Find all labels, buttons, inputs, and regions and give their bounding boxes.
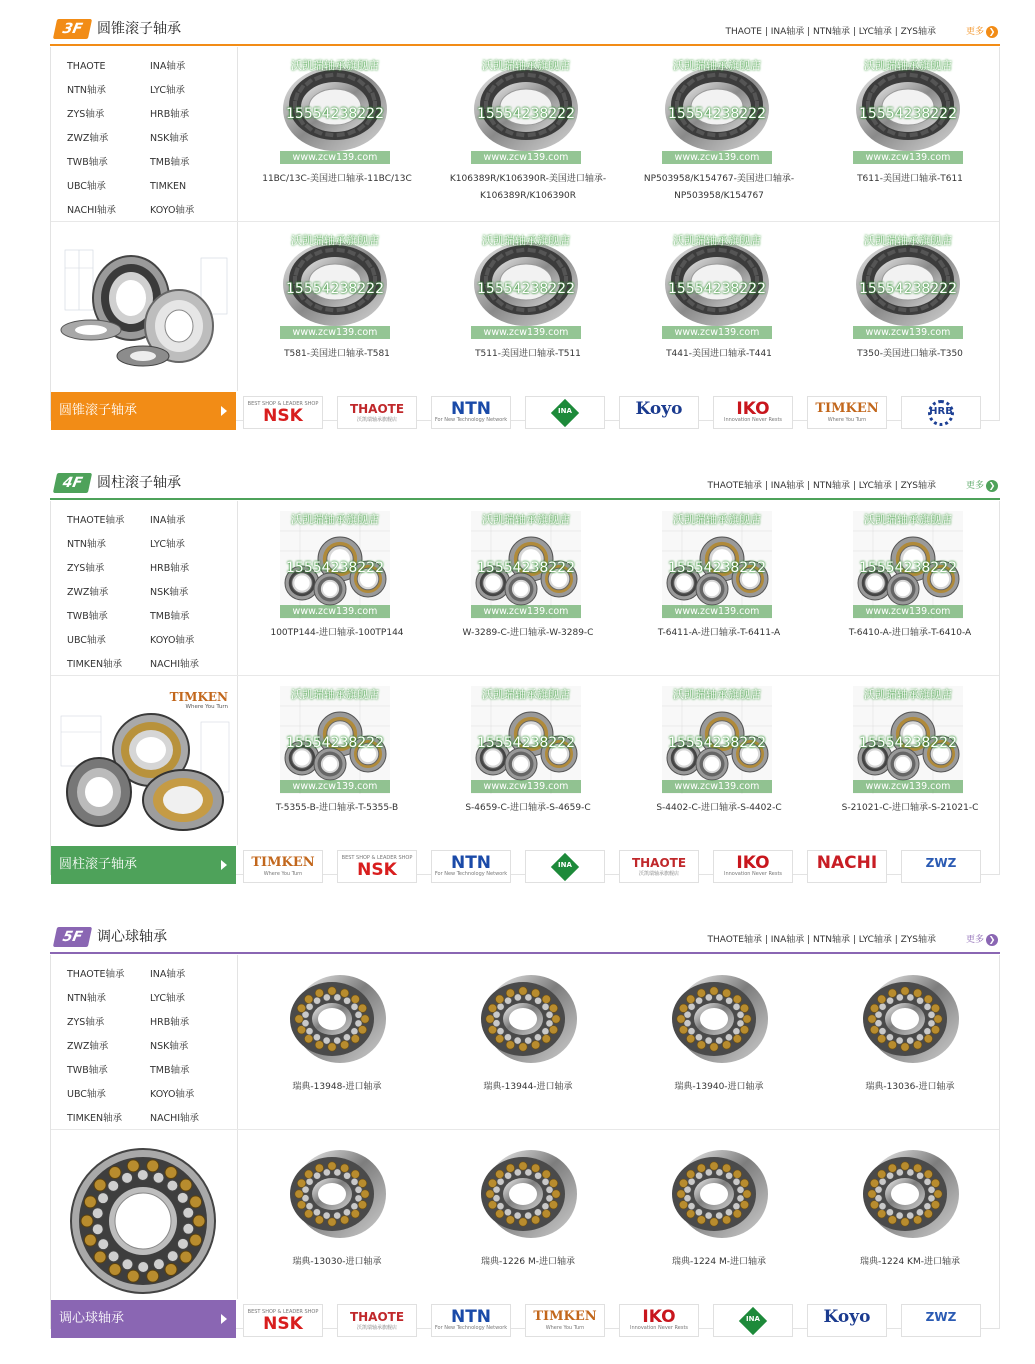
category-list: [51, 955, 236, 1129]
product-card[interactable]: [433, 47, 623, 217]
brand-logo-text: IKO: [642, 1307, 676, 1327]
category-link[interactable]: HRB轴承: [150, 1017, 190, 1028]
brand-logo-subtitle: For New Technology Network: [434, 871, 508, 877]
watermark-phone: 15554238222: [668, 735, 766, 751]
watermark-site: www.zcw139.com: [853, 605, 963, 618]
product-card[interactable]: [624, 47, 814, 217]
product-card[interactable]: [624, 501, 814, 671]
product-card[interactable]: [624, 955, 814, 1125]
product-card[interactable]: [815, 676, 1005, 846]
brand-logo-link[interactable]: [901, 850, 981, 883]
product-image[interactable]: [662, 511, 772, 619]
watermark-site: www.zcw139.com: [662, 326, 772, 339]
product-name-link[interactable]: T581-美国进口轴承-T581: [284, 349, 390, 359]
category-link[interactable]: NACHI轴承: [150, 659, 200, 670]
category-link[interactable]: TWB轴承: [67, 157, 108, 168]
product-card[interactable]: [242, 676, 432, 846]
brand-logo-text: TIMKEN: [251, 855, 315, 870]
product-name-link[interactable]: S-4659-C-进口轴承-S-4659-C: [465, 803, 591, 813]
watermark-phone: 15554238222: [668, 106, 766, 122]
product-card[interactable]: [815, 501, 1005, 671]
category-link[interactable]: ZYS轴承: [67, 1017, 105, 1028]
product-image[interactable]: [853, 232, 963, 340]
watermark-site: www.zcw139.com: [280, 780, 390, 793]
watermark-shop: 沃凯瑞轴承旗舰店: [482, 59, 570, 72]
watermark-phone: 15554238222: [477, 106, 575, 122]
category-list: [51, 47, 236, 221]
floor-divider: [50, 952, 1000, 954]
floor-section: [50, 470, 1000, 878]
brand-logo-link[interactable]: [901, 396, 981, 429]
category-link[interactable]: NSK轴承: [150, 1041, 189, 1052]
product-card[interactable]: [815, 222, 1005, 392]
floor-header: [50, 16, 1000, 46]
product-name-link[interactable]: 瑞典-13944-进口轴承: [483, 1082, 573, 1092]
floor-body: [50, 501, 1000, 880]
brand-logo-subtitle: For New Technology Network: [434, 417, 508, 423]
watermark-phone: 15554238222: [286, 106, 384, 122]
brand-logo-link[interactable]: [713, 396, 793, 429]
product-name-link[interactable]: W-3289-C-进口轴承-W-3289-C: [462, 628, 594, 638]
product-image[interactable]: [471, 511, 581, 619]
product-grid: [237, 501, 1000, 845]
watermark-site: www.zcw139.com: [280, 605, 390, 618]
brand-logo-text: ZWZ: [925, 1310, 957, 1324]
brand-logo-text: THAOTE: [631, 856, 687, 870]
category-link[interactable]: LYC轴承: [150, 85, 185, 96]
product-image[interactable]: [280, 511, 390, 619]
product-name-link[interactable]: T441-美国进口轴承-T441: [666, 349, 772, 359]
watermark-shop: 沃凯瑞轴承旗舰店: [864, 688, 952, 701]
category-link[interactable]: THAOTE轴承: [67, 515, 125, 526]
watermark-shop: 沃凯瑞轴承旗舰店: [291, 513, 379, 526]
brand-logo-subtitle: 沃凯瑞轴承旗舰店: [638, 871, 679, 877]
category-link[interactable]: TMB轴承: [150, 157, 190, 168]
product-image[interactable]: [280, 1140, 390, 1248]
brand-logo-link[interactable]: [525, 1304, 605, 1337]
product-image[interactable]: [662, 232, 772, 340]
floor-brand-links[interactable]: THAOTE轴承 | INA轴承 | NTN轴承 | LYC轴承 | ZYS轴承: [707, 481, 936, 491]
category-link[interactable]: ZYS轴承: [67, 563, 105, 574]
product-name-link[interactable]: T350-美国进口轴承-T350: [857, 349, 963, 359]
category-link[interactable]: UBC轴承: [67, 1089, 106, 1100]
watermark-site: www.zcw139.com: [471, 151, 581, 164]
promo-banner-image[interactable]: [51, 692, 236, 842]
more-link[interactable]: 更多: [965, 27, 984, 37]
category-link[interactable]: TMB轴承: [150, 1065, 190, 1076]
watermark-phone: 15554238222: [286, 735, 384, 751]
floor-badge: 3F: [53, 19, 92, 39]
brand-logo-text: INA: [746, 1315, 760, 1323]
promo-category-button[interactable]: 圆锥滚子轴承: [51, 392, 236, 430]
brand-logo-link[interactable]: [807, 396, 887, 429]
brand-logo-text: IKO: [736, 853, 770, 873]
brand-logo-link[interactable]: [243, 850, 323, 883]
product-name-link[interactable]: 瑞典-1226 M-进口轴承: [480, 1257, 576, 1267]
arrow-right-icon[interactable]: ❯: [986, 934, 998, 946]
product-card[interactable]: [433, 501, 623, 671]
row-divider: [51, 675, 999, 676]
brand-logo-subtitle: Where You Turn: [263, 871, 303, 877]
product-name-link[interactable]: T511-美国进口轴承-T511: [475, 349, 581, 359]
brand-logo-link[interactable]: [713, 850, 793, 883]
category-link[interactable]: NTN轴承: [67, 993, 107, 1004]
brand-logo-subtitle: Innovation Never Rests: [723, 871, 783, 877]
category-link[interactable]: ZWZ轴承: [67, 1041, 109, 1052]
category-link[interactable]: THAOTE: [67, 61, 106, 72]
product-image[interactable]: [471, 57, 581, 165]
brand-logo-link[interactable]: [525, 850, 605, 883]
product-name-link[interactable]: K106389R/K106390R-美国进口轴承-K106389R/K106390R: [449, 174, 607, 201]
floor-header: [50, 924, 1000, 954]
floor-body: [50, 955, 1000, 1334]
category-link[interactable]: HRB轴承: [150, 563, 190, 574]
brand-logo-link[interactable]: [337, 1304, 417, 1337]
watermark-shop: 沃凯瑞轴承旗舰店: [673, 59, 761, 72]
brand-logo-link[interactable]: [807, 1304, 887, 1337]
arrow-right-icon[interactable]: ❯: [986, 26, 998, 38]
promo-category-button[interactable]: 调心球轴承: [51, 1300, 236, 1338]
floor-section: [50, 16, 1000, 424]
watermark-site: www.zcw139.com: [471, 326, 581, 339]
floor-divider: [50, 498, 1000, 500]
product-image[interactable]: [280, 232, 390, 340]
brand-logo-link[interactable]: [713, 1304, 793, 1337]
product-image[interactable]: [853, 1140, 963, 1248]
category-link[interactable]: TWB轴承: [67, 1065, 108, 1076]
category-link[interactable]: ZWZ轴承: [67, 587, 109, 598]
watermark-shop: 沃凯瑞轴承旗舰店: [482, 234, 570, 247]
brand-logo-text: NSK: [357, 860, 397, 880]
watermark-phone: 15554238222: [859, 560, 957, 576]
floor-section: [50, 924, 1000, 1332]
watermark-phone: 15554238222: [286, 281, 384, 297]
category-link[interactable]: LYC轴承: [150, 993, 185, 1004]
brand-logo-subtitle: BEST SHOP & LEADER SHOP: [341, 855, 413, 861]
brand-logo-text: NACHI: [816, 853, 878, 873]
brand-logo-text: NTN: [450, 399, 492, 419]
brand-logo-link[interactable]: [901, 1304, 981, 1337]
product-image[interactable]: [853, 686, 963, 794]
watermark-site: www.zcw139.com: [471, 780, 581, 793]
product-card[interactable]: [242, 955, 432, 1125]
floor-title[interactable]: 圆柱滚子轴承: [97, 475, 181, 491]
product-card[interactable]: [433, 955, 623, 1125]
category-link[interactable]: INA轴承: [150, 969, 186, 980]
watermark-site: www.zcw139.com: [853, 780, 963, 793]
brand-logo-subtitle: BEST SHOP & LEADER SHOP: [247, 1309, 319, 1315]
product-image[interactable]: [280, 686, 390, 794]
brand-logo-link[interactable]: [619, 1304, 699, 1337]
product-name-link[interactable]: T-5355-B-进口轴承-T-5355-B: [275, 803, 399, 813]
watermark-phone: 15554238222: [286, 560, 384, 576]
product-card[interactable]: [433, 222, 623, 392]
brand-logo-text: HRB: [929, 406, 953, 417]
category-link[interactable]: UBC轴承: [67, 635, 106, 646]
product-name-link[interactable]: S-4402-C-进口轴承-S-4402-C: [656, 803, 782, 813]
watermark-shop: 沃凯瑞轴承旗舰店: [291, 234, 379, 247]
product-name-link[interactable]: T611-美国进口轴承-T611: [857, 174, 963, 184]
category-link[interactable]: INA轴承: [150, 515, 186, 526]
brand-logo-strip: [243, 850, 993, 884]
brand-logo-link[interactable]: [243, 396, 323, 429]
brand-logo-link[interactable]: [525, 396, 605, 429]
watermark-site: www.zcw139.com: [280, 151, 390, 164]
category-link[interactable]: KOYO轴承: [150, 1089, 195, 1100]
product-name-link[interactable]: 瑞典-13940-进口轴承: [674, 1082, 764, 1092]
category-link[interactable]: NSK轴承: [150, 587, 189, 598]
product-card[interactable]: [433, 1130, 623, 1300]
brand-logo-text: TIMKEN: [815, 401, 879, 416]
brand-logo-strip: [243, 396, 993, 430]
brand-logo-link[interactable]: [337, 396, 417, 429]
brand-logo-subtitle: For New Technology Network: [434, 1325, 508, 1331]
brand-logo-subtitle: 沃凯瑞轴承旗舰店: [356, 1325, 397, 1331]
brand-logo-link[interactable]: [619, 850, 699, 883]
product-card[interactable]: [624, 676, 814, 846]
brand-logo-subtitle: BEST SHOP & LEADER SHOP: [247, 401, 319, 407]
brand-logo-text: Koyo: [823, 1307, 871, 1327]
product-grid: [237, 955, 1000, 1299]
product-image[interactable]: [471, 686, 581, 794]
brand-logo-text: ZWZ: [925, 856, 957, 870]
watermark-phone: 15554238222: [477, 281, 575, 297]
watermark-shop: 沃凯瑞轴承旗舰店: [673, 234, 761, 247]
category-link[interactable]: LYC轴承: [150, 539, 185, 550]
product-name-link[interactable]: T-6410-A-进口轴承-T-6410-A: [848, 628, 972, 638]
category-link[interactable]: KOYO轴承: [150, 205, 195, 216]
watermark-phone: 15554238222: [668, 281, 766, 297]
watermark-phone: 15554238222: [859, 735, 957, 751]
promo-brand-tagline: Where You Turn: [185, 704, 228, 710]
row-divider: [51, 221, 999, 222]
product-name-link[interactable]: 瑞典-13036-进口轴承: [865, 1082, 955, 1092]
category-link[interactable]: NSK轴承: [150, 133, 189, 144]
watermark-phone: 15554238222: [477, 735, 575, 751]
product-name-link[interactable]: NP503958/K154767-美国进口轴承-NP503958/K154767: [643, 174, 795, 201]
product-name-link[interactable]: T-6411-A-进口轴承-T-6411-A: [657, 628, 781, 638]
product-image[interactable]: [853, 57, 963, 165]
watermark-phone: 15554238222: [477, 560, 575, 576]
floor-header: [50, 470, 1000, 500]
watermark-shop: 沃凯瑞轴承旗舰店: [673, 688, 761, 701]
category-link[interactable]: HRB轴承: [150, 109, 190, 120]
brand-logo-subtitle: Innovation Never Rests: [723, 417, 783, 423]
watermark-shop: 沃凯瑞轴承旗舰店: [864, 513, 952, 526]
product-image[interactable]: [662, 686, 772, 794]
category-link[interactable]: THAOTE轴承: [67, 969, 125, 980]
product-card[interactable]: [242, 47, 432, 217]
product-name-link[interactable]: S-21021-C-进口轴承-S-21021-C: [841, 803, 979, 813]
watermark-site: www.zcw139.com: [853, 326, 963, 339]
product-image[interactable]: [853, 511, 963, 619]
floor-badge: 4F: [53, 473, 92, 493]
promo-banner-image[interactable]: [51, 238, 236, 388]
brand-logo-text: NSK: [263, 406, 303, 426]
watermark-phone: 15554238222: [859, 106, 957, 122]
brand-logo-link[interactable]: [431, 850, 511, 883]
category-link[interactable]: TWB轴承: [67, 611, 108, 622]
brand-logo-text: THAOTE: [349, 402, 405, 416]
triangle-right-icon: [221, 1314, 227, 1324]
triangle-right-icon: [221, 860, 227, 870]
product-image[interactable]: [471, 232, 581, 340]
product-card[interactable]: [815, 47, 1005, 217]
floor-title[interactable]: 调心球轴承: [97, 929, 167, 945]
brand-logo-subtitle: Innovation Never Rests: [629, 1325, 689, 1331]
category-link[interactable]: TMB轴承: [150, 611, 190, 622]
product-name-link[interactable]: 瑞典-13030-进口轴承: [292, 1257, 382, 1267]
product-card[interactable]: [242, 1130, 432, 1300]
promo-category-button[interactable]: 圆柱滚子轴承: [51, 846, 236, 884]
category-link[interactable]: TIMKEN轴承: [67, 659, 123, 670]
watermark-site: www.zcw139.com: [853, 151, 963, 164]
promo-brand-logo: TIMKEN: [169, 690, 228, 704]
brand-logo-text: NTN: [450, 853, 492, 873]
product-name-link[interactable]: 瑞典-1224 KM-进口轴承: [860, 1257, 960, 1267]
more-link[interactable]: 更多: [965, 935, 984, 945]
triangle-right-icon: [221, 406, 227, 416]
watermark-shop: 沃凯瑞轴承旗舰店: [291, 688, 379, 701]
watermark-shop: 沃凯瑞轴承旗舰店: [291, 59, 379, 72]
category-link[interactable]: KOYO轴承: [150, 635, 195, 646]
brand-logo-text: NTN: [450, 1307, 492, 1327]
floor-brand-links[interactable]: THAOTE轴承 | INA轴承 | NTN轴承 | LYC轴承 | ZYS轴承: [707, 935, 936, 945]
brand-logo-link[interactable]: [619, 396, 699, 429]
product-image[interactable]: [280, 57, 390, 165]
floor-title[interactable]: 圆锥滚子轴承: [97, 21, 181, 37]
product-image[interactable]: [662, 1140, 772, 1248]
product-name-link[interactable]: 瑞典-1224 M-进口轴承: [671, 1257, 767, 1267]
category-link[interactable]: TIMKEN轴承: [67, 1113, 123, 1124]
product-card[interactable]: [815, 955, 1005, 1125]
more-link[interactable]: 更多: [965, 481, 984, 491]
product-image[interactable]: [853, 965, 963, 1073]
arrow-right-icon[interactable]: ❯: [986, 480, 998, 492]
floor-divider: [50, 44, 1000, 46]
watermark-site: www.zcw139.com: [662, 605, 772, 618]
brand-logo-text: THAOTE: [349, 1310, 405, 1324]
product-image[interactable]: [471, 1140, 581, 1248]
watermark-phone: 15554238222: [859, 281, 957, 297]
product-name-link[interactable]: 瑞典-13948-进口轴承: [292, 1082, 382, 1092]
category-link[interactable]: ZWZ轴承: [67, 133, 109, 144]
product-card[interactable]: [815, 1130, 1005, 1300]
watermark-site: www.zcw139.com: [280, 326, 390, 339]
category-link[interactable]: NACHI轴承: [150, 1113, 200, 1124]
brand-logo-subtitle: 沃凯瑞轴承旗舰店: [356, 417, 397, 423]
product-image[interactable]: [662, 965, 772, 1073]
brand-logo-strip: [243, 1304, 993, 1338]
product-card[interactable]: [433, 676, 623, 846]
watermark-shop: 沃凯瑞轴承旗舰店: [864, 59, 952, 72]
product-image[interactable]: [662, 57, 772, 165]
product-card[interactable]: [242, 501, 432, 671]
product-image[interactable]: [471, 965, 581, 1073]
brand-logo-link[interactable]: [243, 1304, 323, 1337]
category-link[interactable]: NACHI轴承: [67, 205, 117, 216]
watermark-shop: 沃凯瑞轴承旗舰店: [864, 234, 952, 247]
brand-logo-text: NSK: [263, 1314, 303, 1334]
category-link[interactable]: TIMKEN: [150, 181, 187, 192]
watermark-shop: 沃凯瑞轴承旗舰店: [673, 513, 761, 526]
product-name-link[interactable]: 100TP144-进口轴承-100TP144: [270, 628, 404, 638]
product-grid: [237, 47, 1000, 391]
category-list: [51, 501, 236, 675]
brand-logo-text: INA: [558, 861, 572, 869]
watermark-phone: 15554238222: [668, 560, 766, 576]
watermark-site: www.zcw139.com: [662, 151, 772, 164]
brand-logo-link[interactable]: [807, 850, 887, 883]
category-link[interactable]: UBC轴承: [67, 181, 106, 192]
product-card[interactable]: [242, 222, 432, 392]
brand-logo-subtitle: Where You Turn: [827, 417, 867, 423]
watermark-site: www.zcw139.com: [662, 780, 772, 793]
brand-logo-text: Koyo: [635, 399, 683, 419]
watermark-shop: 沃凯瑞轴承旗舰店: [482, 513, 570, 526]
watermark-site: www.zcw139.com: [471, 605, 581, 618]
brand-logo-text: INA: [558, 407, 572, 415]
watermark-shop: 沃凯瑞轴承旗舰店: [482, 688, 570, 701]
product-card[interactable]: [624, 1130, 814, 1300]
brand-logo-link[interactable]: [431, 1304, 511, 1337]
promo-banner-image[interactable]: [51, 1146, 236, 1296]
category-link[interactable]: NTN轴承: [67, 539, 107, 550]
floor-badge: 5F: [53, 927, 92, 947]
brand-logo-link[interactable]: [337, 850, 417, 883]
row-divider: [51, 1129, 999, 1130]
category-link[interactable]: INA轴承: [150, 61, 186, 72]
brand-logo-link[interactable]: [431, 396, 511, 429]
product-card[interactable]: [624, 222, 814, 392]
brand-logo-text: TIMKEN: [533, 1309, 597, 1324]
product-image[interactable]: [280, 965, 390, 1073]
floor-body: [50, 47, 1000, 426]
product-name-link[interactable]: 11BC/13C-美国进口轴承-11BC/13C: [262, 174, 412, 184]
category-link[interactable]: ZYS轴承: [67, 109, 105, 120]
category-link[interactable]: NTN轴承: [67, 85, 107, 96]
brand-logo-subtitle: Where You Turn: [545, 1325, 585, 1331]
floor-brand-links[interactable]: THAOTE | INA轴承 | NTN轴承 | LYC轴承 | ZYS轴承: [725, 27, 936, 37]
brand-logo-text: IKO: [736, 399, 770, 419]
